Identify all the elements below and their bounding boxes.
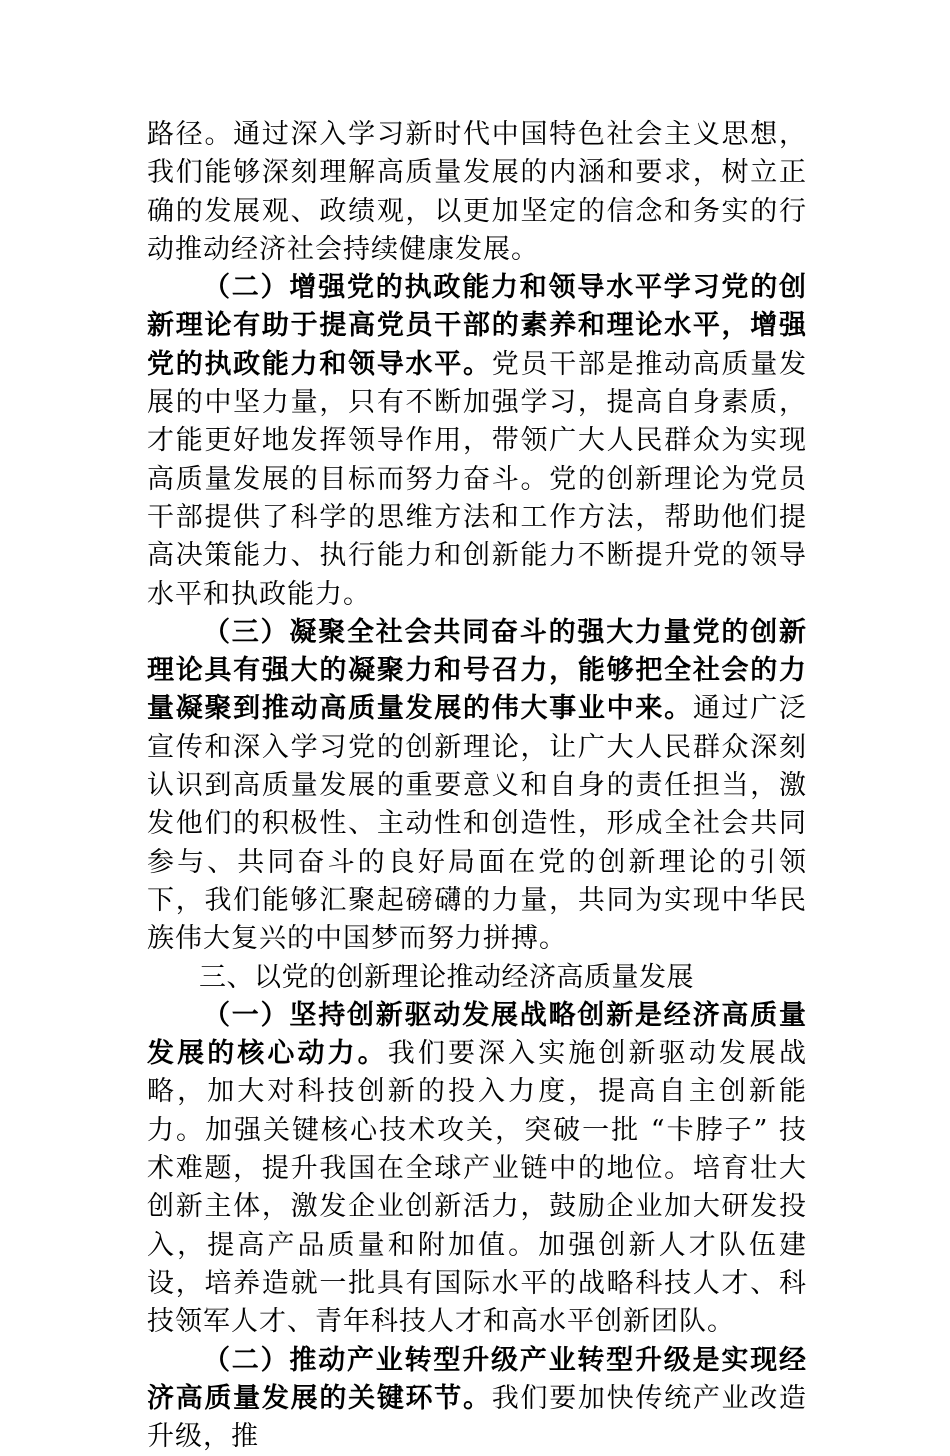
paragraph-lead: （三）凝聚全社会共同奋斗的强大力量党的创新理论具有强大的凝聚力和号召力，能够把全社会的力量凝聚到推动高质量发展的伟大事业中来。 (147, 617, 807, 725)
document-body (147, 116, 807, 1456)
paragraph-3 (147, 614, 807, 959)
section-paragraph-2 (147, 1342, 807, 1456)
paragraph-body: 我们要深入实施创新驱动发展战略，加大对科技创新的投入力度，提高自主创新能力。加强关键核心技术攻关，突破一批 “卡脖子” 技术难题，提升我国在全球产业链中的地位。培育壮大创新主体，激发企业创新活力，鼓励企业加大研发投入，提高产品质量和附加值。加强创新人才队伍建设，培养造就一批具有国际水平的战略科技人才、科技领军人才、青年科技人才和高水平创新团队。 (147, 1038, 807, 1337)
paragraph-lead: （一）坚持创新驱动发展战略创新是经济高质量发展的核心动力。 (147, 1000, 807, 1069)
paragraph-lead: （二）增强党的执政能力和领导水平学习党的创新理论有助于提高党员干部的素养和理论水平，增强党的执政能力和领导水平。 (147, 272, 807, 380)
section-heading: 三、以党的创新理论推动经济高质量发展 (147, 959, 807, 997)
paragraph-body: 通过广泛宣传和深入学习党的创新理论，让广大人民群众深刻认识到高质量发展的重要意义和自身的责任担当，激发他们的积极性、主动性和创造性，形成全社会共同参与、共同奋斗的良好局面在党的创新理论的引领下，我们能够汇聚起磅礴的力量，共同为实现中华民族伟大复兴的中国梦而努力拼搏。 (147, 693, 807, 954)
paragraph-body: 路径。通过深入学习新时代中国特色社会主义思想，我们能够深刻理解高质量发展的内涵和要求，树立正确的发展观、政绩观，以更加坚定的信念和务实的行动推动经济社会持续健康发展。 (147, 119, 807, 265)
paragraph-lead: （二）推动产业转型升级产业转型升级是实现经济高质量发展的关键环节。 (147, 1345, 807, 1414)
paragraph-body: 我们要加快传统产业改造升级，推 (147, 1383, 807, 1452)
paragraph-continuation (147, 116, 807, 269)
paragraph-body: 党员干部是推动高质量发展的中坚力量，只有不断加强学习，提高自身素质，才能更好地发挥领导作用，带领广大人民群众为实现高质量发展的目标而努力奋斗。党的创新理论为党员干部提供了科学的思维方法和工作方法，帮助他们提高决策能力、执行能力和创新能力不断提升党的领导水平和执政能力。 (147, 349, 807, 610)
section-paragraph-1 (147, 997, 807, 1342)
paragraph-2 (147, 269, 807, 614)
